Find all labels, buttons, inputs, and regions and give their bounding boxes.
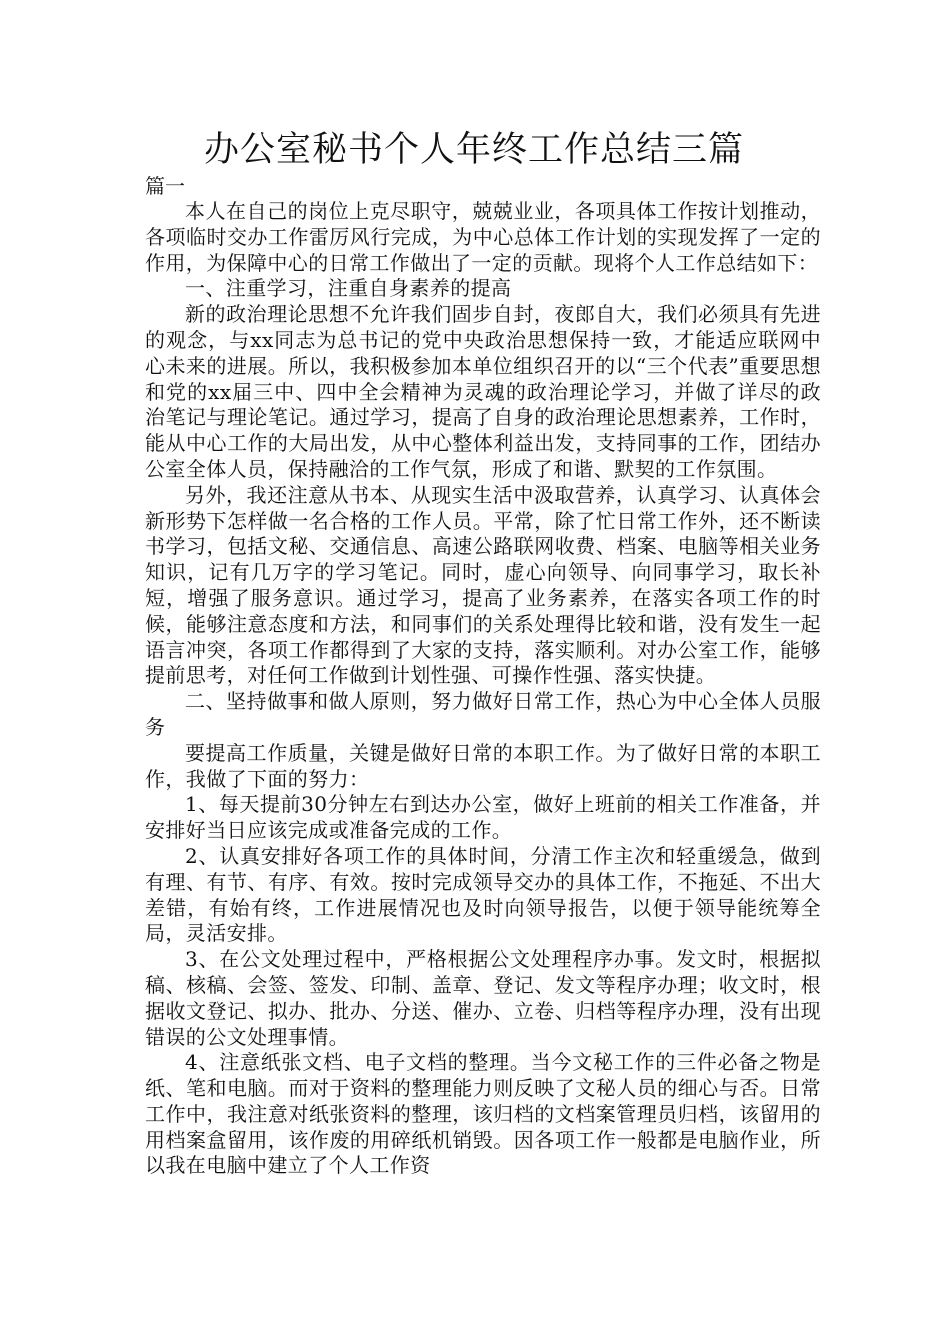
paragraph-intro: 本人在自己的岗位上克尽职守，兢兢业业，各项具体工作按计划推动，各项临时交办工作雷厉风行完成，为中心总体工作计划的实现发挥了一定的作用，为保障中心的日常工作做出了一定的贡献。现将个人工作总结如下：	[145, 199, 821, 275]
list-item-4: 4、注意纸张文档、电子文档的整理。当今文秘工作的三件必备之物是纸、笔和电脑。而对于资料的整理能力则反映了文秘人员的细心与否。日常工作中，我注意对纸张资料的整理，该归档的文档案管理员归档，该留用的用档案盒留用，该作废的用碎纸机销毁。因各项工作一般都是电脑作业，所以我在电脑中建立了个人工作资	[145, 1050, 821, 1178]
paragraph-daily-work: 要提高工作质量，关键是做好日常的本职工作。为了做好日常的本职工作，我做了下面的努力：	[145, 740, 821, 791]
document-page	[145, 126, 821, 1179]
heading-principles: 二、坚持做事和做人原则，努力做好日常工作，热心为中心全体人员服务	[145, 689, 821, 739]
paragraph-political-study: 新的政治理论思想不允许我们固步自封，夜郎自大，我们必须具有先进的观念，与xx同志为总书记的党中央政治思想保持一致，才能适应联网中心未来的进展。所以，我积极参加本单位组织召开的以“三个代表”重要思想和党的xx届三中、四中全会精神为灵魂的政治理论学习，并做了详尽的政治笔记与理论笔记。通过学习，提高了自身的政治理论思想素养，工作时，能从中心工作的大局出发，从中心整体利益出发，支持同事的工作，团结办公室全体人员，保持融洽的工作气氛，形成了和谐、默契的工作氛围。	[145, 302, 821, 481]
section-label: 篇一	[145, 174, 185, 198]
list-item-2: 2、认真安排好各项工作的具体时间，分清工作主次和轻重缓急，做到有理、有节、有序、有效。按时完成领导交办的具体工作，不拖延、不出大差错，有始有终，工作进展情况也及时向领导报告，以便于领导能统筹全局，灵活安排。	[145, 843, 821, 946]
list-item-1: 1、每天提前30分钟左右到达办公室，做好上班前的相关工作准备，并安排好当日应该完成或准备完成的工作。	[145, 792, 821, 843]
paragraph-self-learning: 另外，我还注意从书本、从现实生活中汲取营养，认真学习、认真体会新形势下怎样做一名合格的工作人员。平常，除了忙日常工作外，还不断读书学习，包括文秘、交通信息、高速公路联网收费、档案、电脑等相关业务知识，记有几万字的学习笔记。同时，虚心向领导、向同事学习，取长补短，增强了服务意识。通过学习，提高了业务素养，在落实各项工作的时候，能够注意态度和方法，和同事们的关系处理得比较和谐，没有发生一起语言冲突，各项工作都得到了大家的支持，落实顺利。对办公室工作，能够提前思考，对任何工作做到计划性强、可操作性强、落实快捷。	[145, 482, 821, 688]
document-title: 办公室秘书个人年终工作总结三篇	[203, 130, 744, 170]
list-item-3: 3、在公文处理过程中，严格根据公文处理程序办事。发文时，根据拟稿、核稿、会签、签发、印制、盖章、登记、发文等程序办理；收文时，根据收文登记、拟办、批办、分送、催办、立卷、归档等程序办理，没有出现错误的公文处理事情。	[145, 947, 821, 1049]
heading-study: 一、注重学习，注重自身素养的提高	[185, 276, 512, 301]
